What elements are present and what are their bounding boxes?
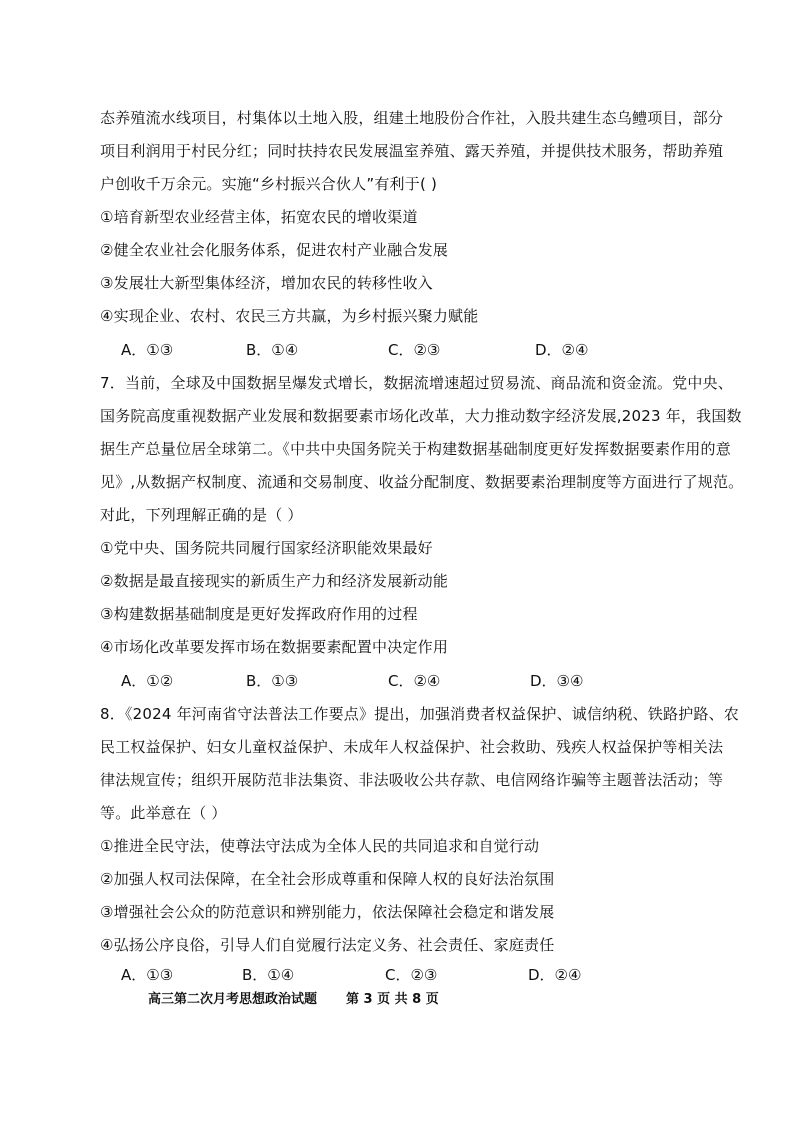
footer-exam-title: 高三第二次月考思想政治试题 [148, 992, 318, 1007]
q6-option-b: B．①④ [246, 341, 299, 359]
q7-option-b: B．①③ [246, 672, 299, 690]
q6-item-4: ④实现企业、农村、农民三方共赢，为乡村振兴聚力赋能 [100, 307, 479, 325]
q8-item-4: ④弘扬公序良俗，引导人们自觉履行法定义务、社会责任、家庭责任 [100, 936, 555, 954]
q6-stem-line-3: 户创收千万余元。实施“乡村振兴合伙人”有利于( ) [100, 175, 438, 193]
q8-item-2: ②加强人权司法保障，在全社会形成尊重和保障人权的良好法治氛围 [100, 870, 555, 888]
q7-item-2: ②数据是最直接现实的新质生产力和经济发展新动能 [100, 572, 449, 590]
q8-option-c: C．②③ [385, 966, 438, 984]
q7-stem-line-3: 据生产总量位居全球第二。《中共中央国务院关于构建数据基础制度更好发挥数据要素作用的意 [100, 440, 731, 458]
q8-option-b: B．①④ [242, 966, 295, 984]
q8-stem-line-1: 8．《2024 年河南省守法普法工作要点》提出，加强消费者权益保护、诚信纳税、铁路护路、农 [100, 705, 739, 723]
q8-option-d: D．②④ [528, 966, 582, 984]
q8-item-1: ①推进全民守法，使尊法守法成为全体人民的共同追求和自觉行动 [100, 837, 540, 855]
q8-stem-line-2: 民工权益保护、妇女儿童权益保护、未成年人权益保护、社会救助、残疾人权益保护等相关法 [100, 738, 724, 756]
q7-item-4: ④市场化改革要发挥市场在数据要素配置中决定作用 [100, 638, 449, 656]
q7-item-1: ①党中央、国务院共同履行国家经济职能效果最好 [100, 539, 433, 557]
q7-stem-line-5: 对此，下列理解正确的是（ ） [100, 506, 303, 524]
q6-option-c: C．②③ [388, 341, 441, 359]
q7-option-c: C．②④ [388, 672, 441, 690]
q6-item-3: ③发展壮大新型集体经济，增加农民的转移性收入 [100, 274, 433, 292]
q7-stem-line-1: 7．当前，全球及中国数据呈爆发式增长，数据流增速超过贸易流、商品流和资金流。党中央、 [100, 374, 733, 392]
footer-page-info: 第 3 页 共 8 页 [346, 992, 439, 1007]
q7-item-3: ③构建数据基础制度是更好发挥政府作用的过程 [100, 605, 418, 623]
q6-stem-line-2: 项目利润用于村民分红；同时扶持农民发展温室养殖、露天养殖，并提供技术服务，帮助养殖 [100, 142, 724, 160]
q6-item-1: ①培育新型农业经营主体，拓宽农民的增收渠道 [100, 208, 418, 226]
q6-item-2: ②健全农业社会化服务体系，促进农村产业融合发展 [100, 241, 449, 259]
q6-option-a: A．①③ [121, 341, 174, 359]
q7-option-d: D．③④ [530, 672, 584, 690]
q8-stem-line-4: 等。此举意在（ ） [100, 804, 227, 822]
q8-stem-line-3: 律法规宣传；组织开展防范非法集资、非法吸收公共存款、电信网络诈骗等主题普法活动；等 [100, 771, 724, 789]
q8-item-3: ③增强社会公众的防范意识和辨别能力，依法保障社会稳定和谐发展 [100, 903, 555, 921]
q7-stem-line-2: 国务院高度重视数据产业发展和数据要素市场化改革，大力推动数字经济发展,2023 年，我国数 [100, 407, 742, 425]
q6-option-d: D．②④ [535, 341, 589, 359]
q8-option-a: A．①③ [121, 966, 174, 984]
q7-option-a: A．①② [121, 672, 174, 690]
q7-stem-line-4: 见》,从数据产权制度、流通和交易制度、收益分配制度、数据要素治理制度等方面进行了规范。 [100, 473, 744, 491]
q6-stem-line-1: 态养殖流水线项目，村集体以土地入股，组建土地股份合作社，入股共建生态乌鳢项目，部分 [100, 109, 724, 127]
